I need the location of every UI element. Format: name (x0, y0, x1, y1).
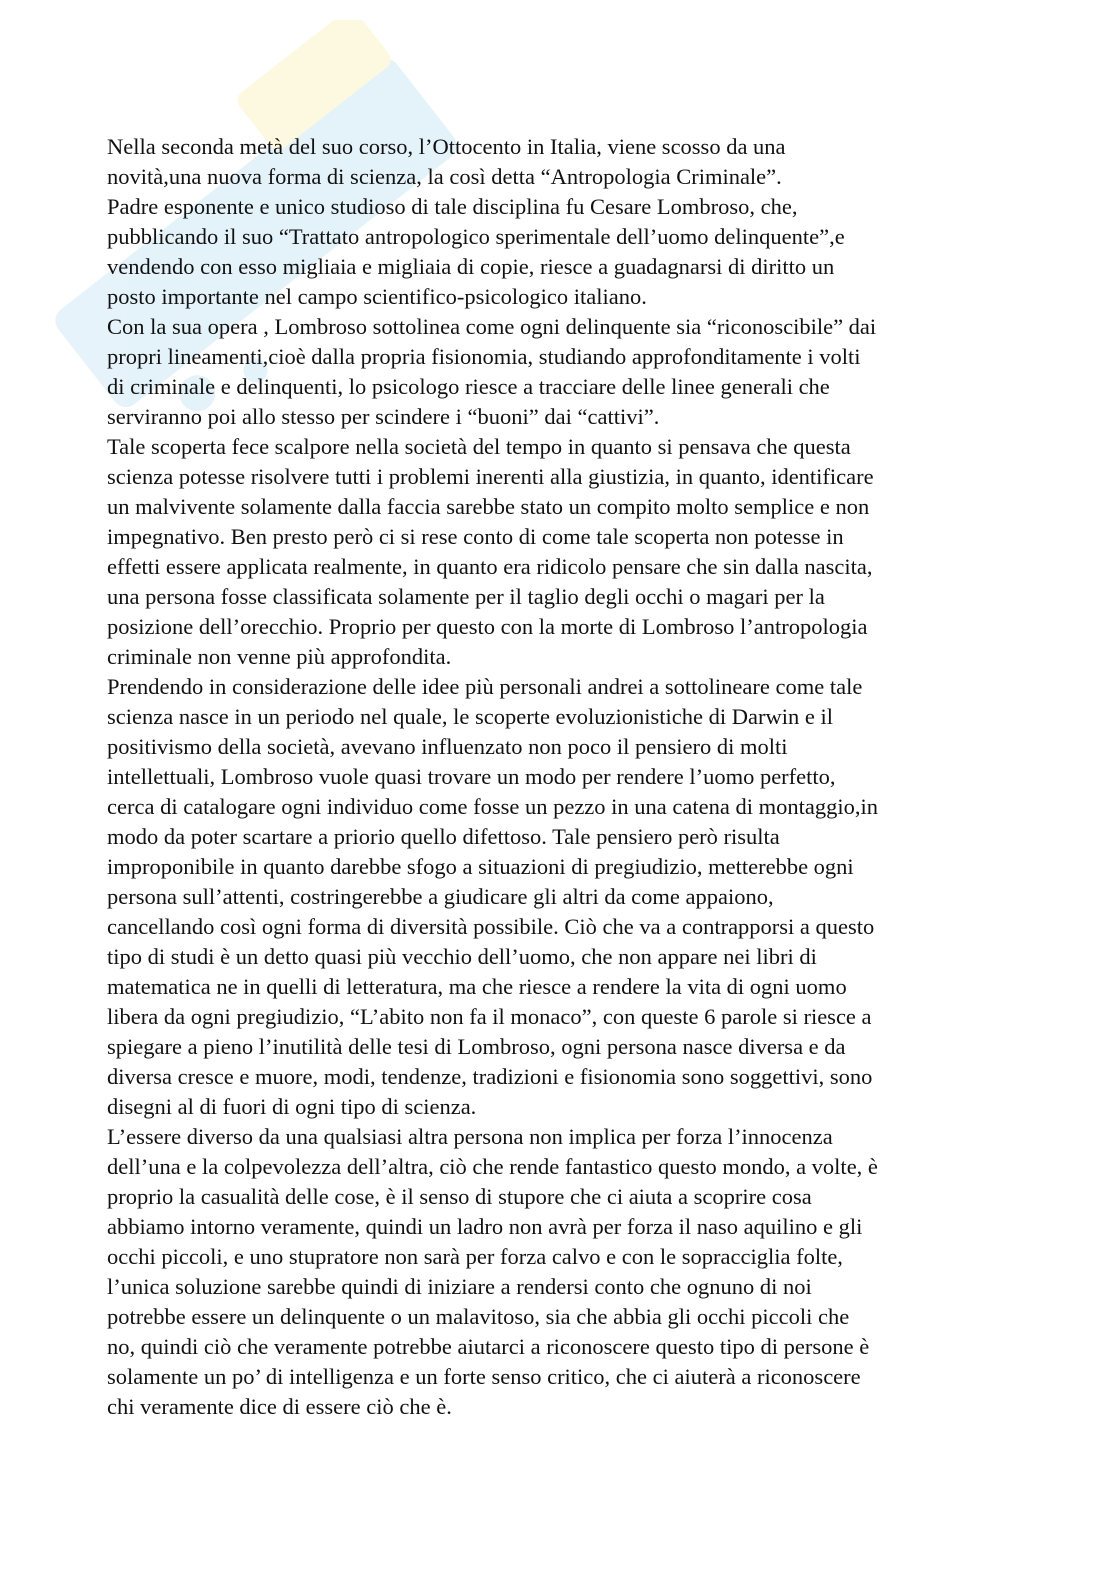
text-line: positivismo della società, avevano influenzato non poco il pensiero di molti (107, 734, 788, 759)
text-line: abbiamo intorno veramente, quindi un ladro non avrà per forza il naso aquilino e gli (107, 1214, 863, 1239)
text-line: propri lineamenti,cioè dalla propria fisionomia, studiando approfonditamente i volti (107, 344, 861, 369)
text-line: novità,una nuova forma di scienza, la così detta “Antropologia Criminale”. (107, 164, 782, 189)
text-line: Con la sua opera , Lombroso sottolinea come ogni delinquente sia “riconoscibile” dai (107, 314, 877, 339)
text-line: proprio la casualità delle cose, è il senso di stupore che ci aiuta a scoprire cosa (107, 1184, 812, 1209)
text-line: improponibile in quanto darebbe sfogo a situazioni di pregiudizio, metterebbe ogni (107, 854, 854, 879)
text-line: serviranno poi allo stesso per scindere i “buoni” dai “cattivi”. (107, 404, 660, 429)
text-line: spiegare a pieno l’inutilità delle tesi di Lombroso, ogni persona nasce diversa e da (107, 1034, 846, 1059)
document-body (107, 132, 1007, 1422)
text-line: Nella seconda metà del suo corso, l’Ottocento in Italia, viene scosso da una (107, 134, 786, 159)
text-line: pubblicando il suo “Trattato antropologico sperimentale dell’uomo delinquente”,e (107, 224, 845, 249)
text-line: potrebbe essere un delinquente o un malavitoso, sia che abbia gli occhi piccoli che (107, 1304, 850, 1329)
text-line: effetti essere applicata realmente, in quanto era ridicolo pensare che sin dalla nascita, (107, 554, 873, 579)
text-line: Prendendo in considerazione delle idee più personali andrei a sottolineare come tale (107, 674, 863, 699)
text-line: no, quindi ciò che veramente potrebbe aiutarci a riconoscere questo tipo di persone è (107, 1334, 870, 1359)
text-line: solamente un po’ di intelligenza e un forte senso critico, che ci aiuterà a riconoscere (107, 1364, 861, 1389)
text-line: libera da ogni pregiudizio, “L’abito non fa il monaco”, con queste 6 parole si riesce a (107, 1004, 872, 1029)
text-line: modo da poter scartare a priorio quello difettoso. Tale pensiero però risulta (107, 824, 780, 849)
text-line: scienza potesse risolvere tutti i problemi inerenti alla giustizia, in quanto, identificare (107, 464, 874, 489)
text-line: cancellando così ogni forma di diversità possibile. Ciò che va a contrapporsi a questo (107, 914, 875, 939)
text-line: Tale scoperta fece scalpore nella società del tempo in quanto si pensava che questa (107, 434, 851, 459)
text-line: vendendo con esso migliaia e migliaia di copie, riesce a guadagnarsi di diritto un (107, 254, 835, 279)
text-line: persona sull’attenti, costringerebbe a giudicare gli altri da come appaiono, (107, 884, 774, 909)
text-line: cerca di catalogare ogni individuo come fosse un pezzo in una catena di montaggio,in (107, 794, 878, 819)
text-line: intellettuali, Lombroso vuole quasi trovare un modo per rendere l’uomo perfetto, (107, 764, 836, 789)
text-line: di criminale e delinquenti, lo psicologo riesce a tracciare delle linee generali che (107, 374, 830, 399)
text-line: l’unica soluzione sarebbe quindi di iniziare a rendersi conto che ognuno di noi (107, 1274, 812, 1299)
text-line: chi veramente dice di essere ciò che è. (107, 1394, 452, 1419)
text-line: dell’una e la colpevolezza dell’altra, ciò che rende fantastico questo mondo, a volte, è (107, 1154, 878, 1179)
text-line: Padre esponente e unico studioso di tale disciplina fu Cesare Lombroso, che, (107, 194, 798, 219)
text-line: L’essere diverso da una qualsiasi altra persona non implica per forza l’innocenza (107, 1124, 833, 1149)
text-line: diversa cresce e muore, modi, tendenze, tradizioni e fisionomia sono soggettivi, sono (107, 1064, 873, 1089)
text-line: tipo di studi è un detto quasi più vecchio dell’uomo, che non appare nei libri di (107, 944, 817, 969)
text-line: disegni al di fuori di ogni tipo di scienza. (107, 1094, 477, 1119)
text-line: matematica ne in quelli di letteratura, ma che riesce a rendere la vita di ogni uomo (107, 974, 847, 999)
text-line: impegnativo. Ben presto però ci si rese conto di come tale scoperta non potesse in (107, 524, 844, 549)
text-line: scienza nasce in un periodo nel quale, le scoperte evoluzionistiche di Darwin e il (107, 704, 833, 729)
text-line: una persona fosse classificata solamente per il taglio degli occhi o magari per la (107, 584, 825, 609)
text-line: posizione dell’orecchio. Proprio per questo con la morte di Lombroso l’antropologia (107, 614, 868, 639)
text-line: un malvivente solamente dalla faccia sarebbe stato un compito molto semplice e non (107, 494, 870, 519)
text-line: occhi piccoli, e uno stupratore non sarà per forza calvo e con le sopracciglia folte, (107, 1244, 843, 1269)
text-line: posto importante nel campo scientifico-psicologico italiano. (107, 284, 647, 309)
text-line: criminale non venne più approfondita. (107, 644, 452, 669)
